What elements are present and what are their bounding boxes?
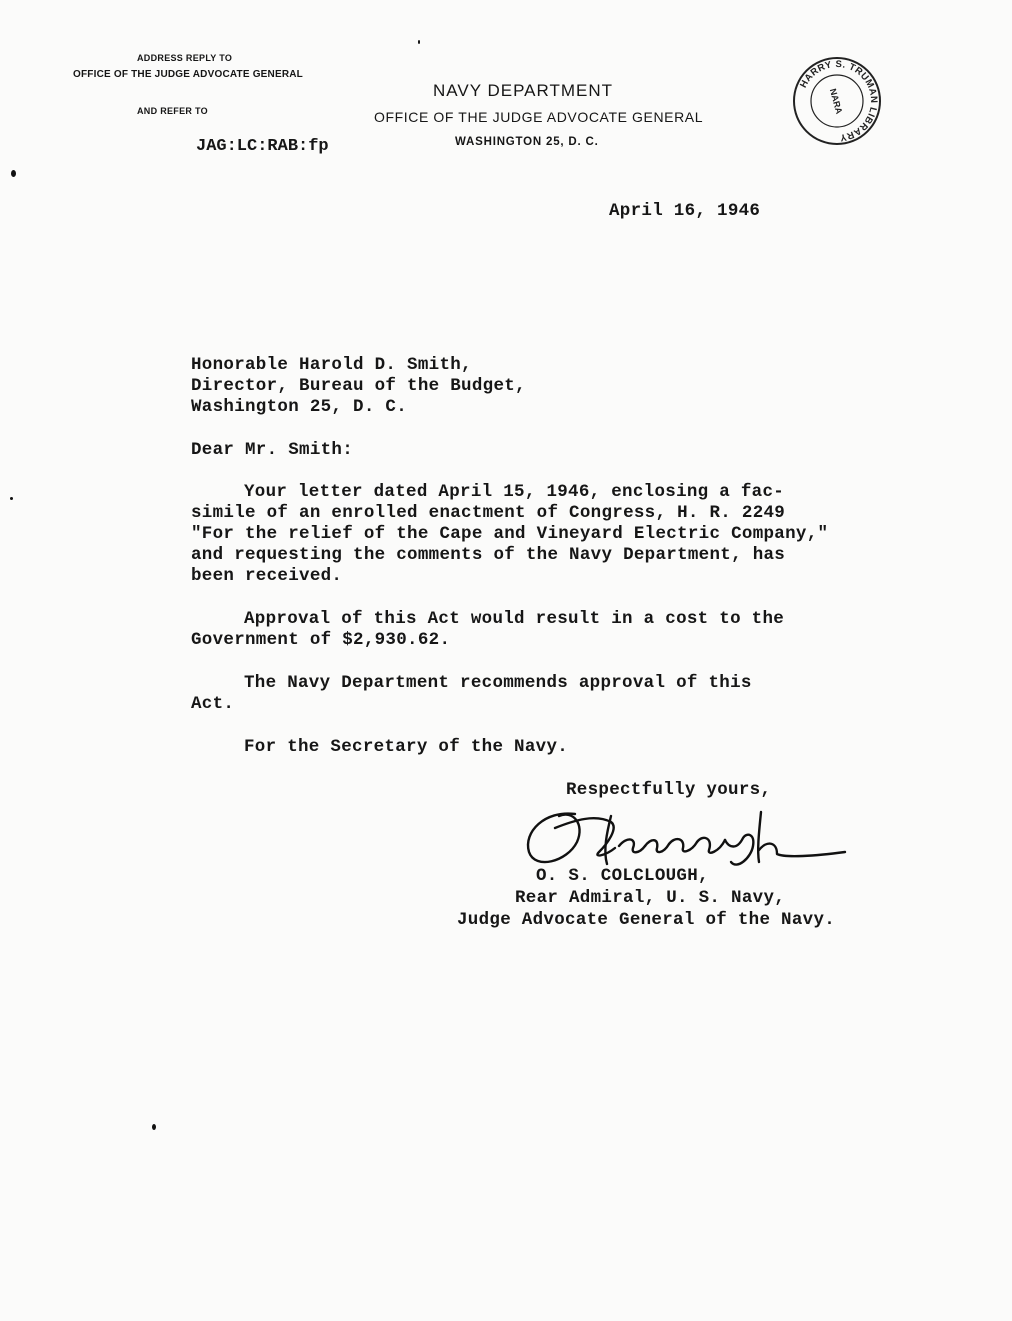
recipient-line: Washington 25, D. C. bbox=[191, 397, 408, 417]
body-line: Government of $2,930.62. bbox=[191, 630, 451, 650]
stamp-inner-text: NARA bbox=[827, 87, 845, 116]
address-reply-label: ADDRESS REPLY TO bbox=[137, 53, 233, 63]
body-line: For the Secretary of the Navy. bbox=[244, 737, 569, 757]
scan-speck bbox=[10, 497, 13, 500]
office-address: WASHINGTON 25, D. C. bbox=[455, 136, 599, 148]
scan-speck bbox=[152, 1124, 156, 1130]
body-line: "For the relief of the Cape and Vineyard Electric Company," bbox=[191, 524, 829, 544]
reference-code: JAG:LC:RAB:fp bbox=[196, 137, 329, 156]
closing: Respectfully yours, bbox=[566, 780, 772, 800]
recipient-line: Director, Bureau of the Budget, bbox=[191, 376, 526, 396]
body-line: and requesting the comments of the Navy Department, has bbox=[191, 545, 786, 565]
body-line: Your letter dated April 15, 1946, enclosing a fac- bbox=[244, 482, 785, 502]
signer-office: Judge Advocate General of the Navy. bbox=[457, 910, 836, 930]
scan-speck bbox=[418, 40, 420, 44]
department-name: NAVY DEPARTMENT bbox=[433, 81, 613, 100]
signer-name: O. S. COLCLOUGH, bbox=[536, 866, 709, 886]
scan-speck bbox=[11, 170, 16, 177]
recipient-line: Honorable Harold D. Smith, bbox=[191, 355, 472, 375]
body-line: The Navy Department recommends approval of this bbox=[244, 673, 752, 693]
letter-date: April 16, 1946 bbox=[609, 201, 761, 221]
salutation: Dear Mr. Smith: bbox=[191, 440, 354, 460]
body-line: Approval of this Act would result in a cost to the bbox=[244, 609, 785, 629]
office-name: OFFICE OF THE JUDGE ADVOCATE GENERAL bbox=[374, 109, 704, 125]
body-line: been received. bbox=[191, 566, 343, 586]
body-line: Act. bbox=[191, 694, 235, 714]
address-reply-office: OFFICE OF THE JUDGE ADVOCATE GENERAL bbox=[73, 69, 303, 80]
library-stamp bbox=[792, 56, 882, 146]
signer-title: Rear Admiral, U. S. Navy, bbox=[515, 888, 786, 908]
stamp-outer-text: HARRY S. TRUMAN LIBRARY bbox=[798, 58, 880, 143]
refer-label: AND REFER TO bbox=[137, 106, 208, 116]
body-line: simile of an enrolled enactment of Congress, H. R. 2249 bbox=[191, 503, 786, 523]
